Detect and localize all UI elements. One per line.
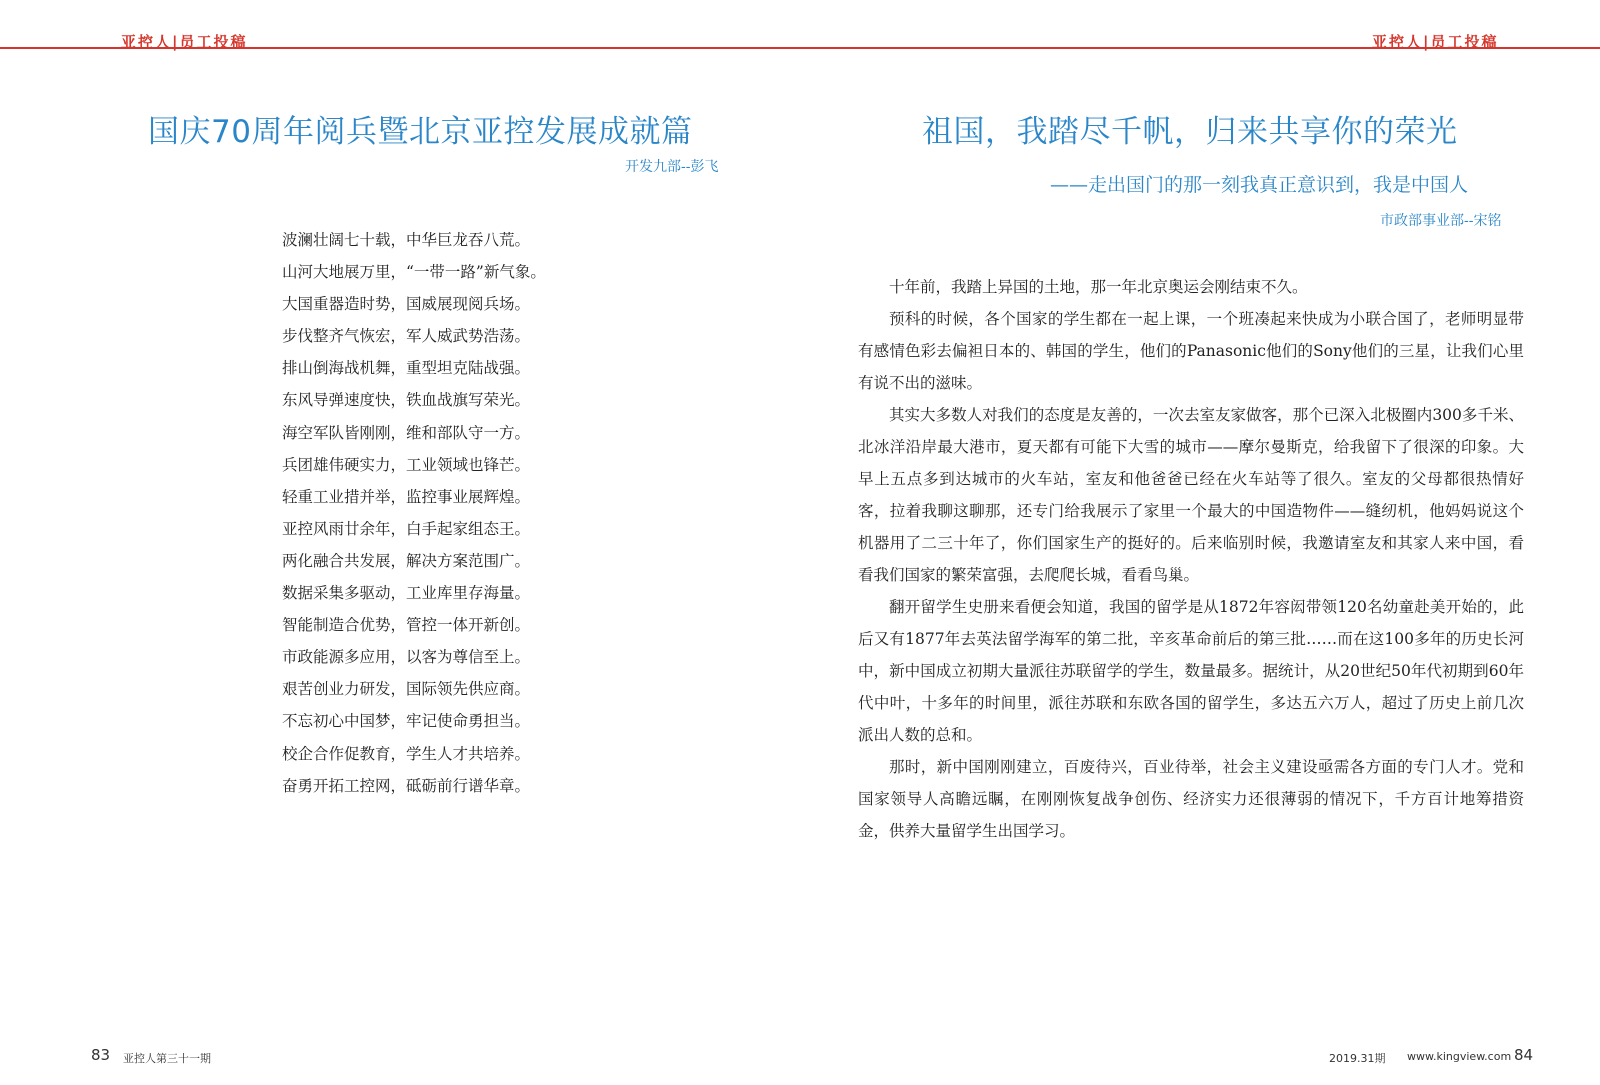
poem-line: 市政能源多应用，以客为尊信至上。 [282, 648, 531, 667]
footer-issue: 2019.31期 [1329, 1052, 1386, 1065]
poem-line: 校企合作促教育，学生人才共培养。 [282, 744, 531, 763]
column-tag-left: 亚控人|员工投稿 [121, 33, 248, 51]
column-tag-right: 亚控人|员工投稿 [1372, 33, 1499, 51]
poem-line: 排山倒海战机舞，重型坦克陆战强。 [282, 359, 531, 378]
poem-line: 东风导弹速度快，铁血战旗写荣光。 [282, 391, 531, 410]
right-article-byline: 市政部事业部--宋铭 [1380, 213, 1502, 229]
poem-line: 不忘初心中国梦，牢记使命勇担当。 [282, 712, 531, 731]
right-article-subtitle: ——走出国门的那一刻我真正意识到，我是中国人 [1050, 174, 1469, 196]
left-article-byline: 开发九部--彭飞 [625, 159, 719, 175]
poem-line: 兵团雄伟硬实力，工业领域也锋芒。 [282, 455, 531, 474]
article-paragraph: 其实大多数人对我们的态度是友善的，一次去室友家做客，那个已深入北极圈内300多千米、北冰洋沿岸最大港市，夏天都有可能下大雪的城市——摩尔曼斯克，给我留下了很深的印象。大早上五点多到达城市的火车站，室友和他爸爸已经在火车站等了很久。室友的父母都很热情好客，拉着我聊这聊那，还专门给我展示了家里一个最大的中国造物件——缝纫机，他妈妈说这个机器用了二三十年了，你们国家生产的挺好的。后来临别时候，我邀请室友和其家人来中国，看看我们国家的繁荣富强，去爬爬长城，看看鸟巢。 [858, 406, 1524, 584]
poem-line: 两化融合共发展，解决方案范围广。 [282, 551, 531, 570]
right-article-body [858, 271, 1524, 847]
poem-line: 数据采集多驱动，工业库里存海量。 [282, 584, 531, 603]
page-number-left: 83 [91, 1046, 111, 1064]
article-paragraph: 预科的时候，各个国家的学生都在一起上课，一个班凑起来快成为小联合国了，老师明显带有感情色彩去偏袒日本的、韩国的学生，他们的Panasonic他们的Sony他们的三星，让我们心里有说不出的滋味。 [858, 310, 1524, 392]
poem [282, 230, 546, 808]
poem-line: 艰苦创业力研发，国际领先供应商。 [282, 680, 531, 699]
poem-line: 山河大地展万里，“一带一路”新气象。 [282, 263, 546, 282]
poem-line: 亚控风雨廿余年，白手起家组态王。 [282, 519, 531, 538]
article-paragraph: 那时，新中国刚刚建立，百废待兴，百业待举，社会主义建设亟需各方面的专门人才。党和国家领导人高瞻远瞩，在刚刚恢复战争创伤、经济实力还很薄弱的情况下，千方百计地筹措资金，供养大量留学生出国学习。 [858, 758, 1524, 840]
poem-line: 步伐整齐气恢宏，军人威武势浩荡。 [282, 327, 531, 346]
right-article-title: 祖国，我踏尽千帆，归来共享你的荣光 [922, 114, 1458, 150]
article-paragraph: 十年前，我踏上异国的土地，那一年北京奥运会刚结束不久。 [889, 278, 1308, 296]
left-article-title: 国庆70周年阅兵暨北京亚控发展成就篇 [148, 114, 693, 150]
article-paragraph: 翻开留学生史册来看便会知道，我国的留学是从1872年容闳带领120名幼童赴美开始的，此后又有1877年去英法留学海军的第二批，辛亥革命前后的第三批……而在这100多年的历史长河中，新中国成立初期大量派往苏联留学的学生，数量最多。据统计，从20世纪50年代初期到60年代中叶，十多年的时间里，派往苏联和东欧各国的留学生，多达五六万人，超过了历史上前几次派出人数的总和。 [858, 598, 1524, 744]
page-number-right: 84 [1514, 1046, 1534, 1064]
poem-line: 大国重器造时势，国威展现阅兵场。 [282, 295, 531, 314]
poem-line: 智能制造合优势，管控一体开新创。 [282, 616, 531, 635]
poem-line: 海空军队皆刚刚，维和部队守一方。 [282, 423, 531, 442]
poem-line: 奋勇开拓工控网，砥砺前行谱华章。 [282, 776, 531, 795]
poem-line: 波澜壮阔七十载，中华巨龙吞八荒。 [282, 231, 531, 249]
footer-magazine-issue: 亚控人第三十一期 [123, 1052, 211, 1065]
footer-website: www.kingview.com [1407, 1050, 1512, 1063]
poem-line: 轻重工业措并举，监控事业展辉煌。 [282, 487, 531, 506]
